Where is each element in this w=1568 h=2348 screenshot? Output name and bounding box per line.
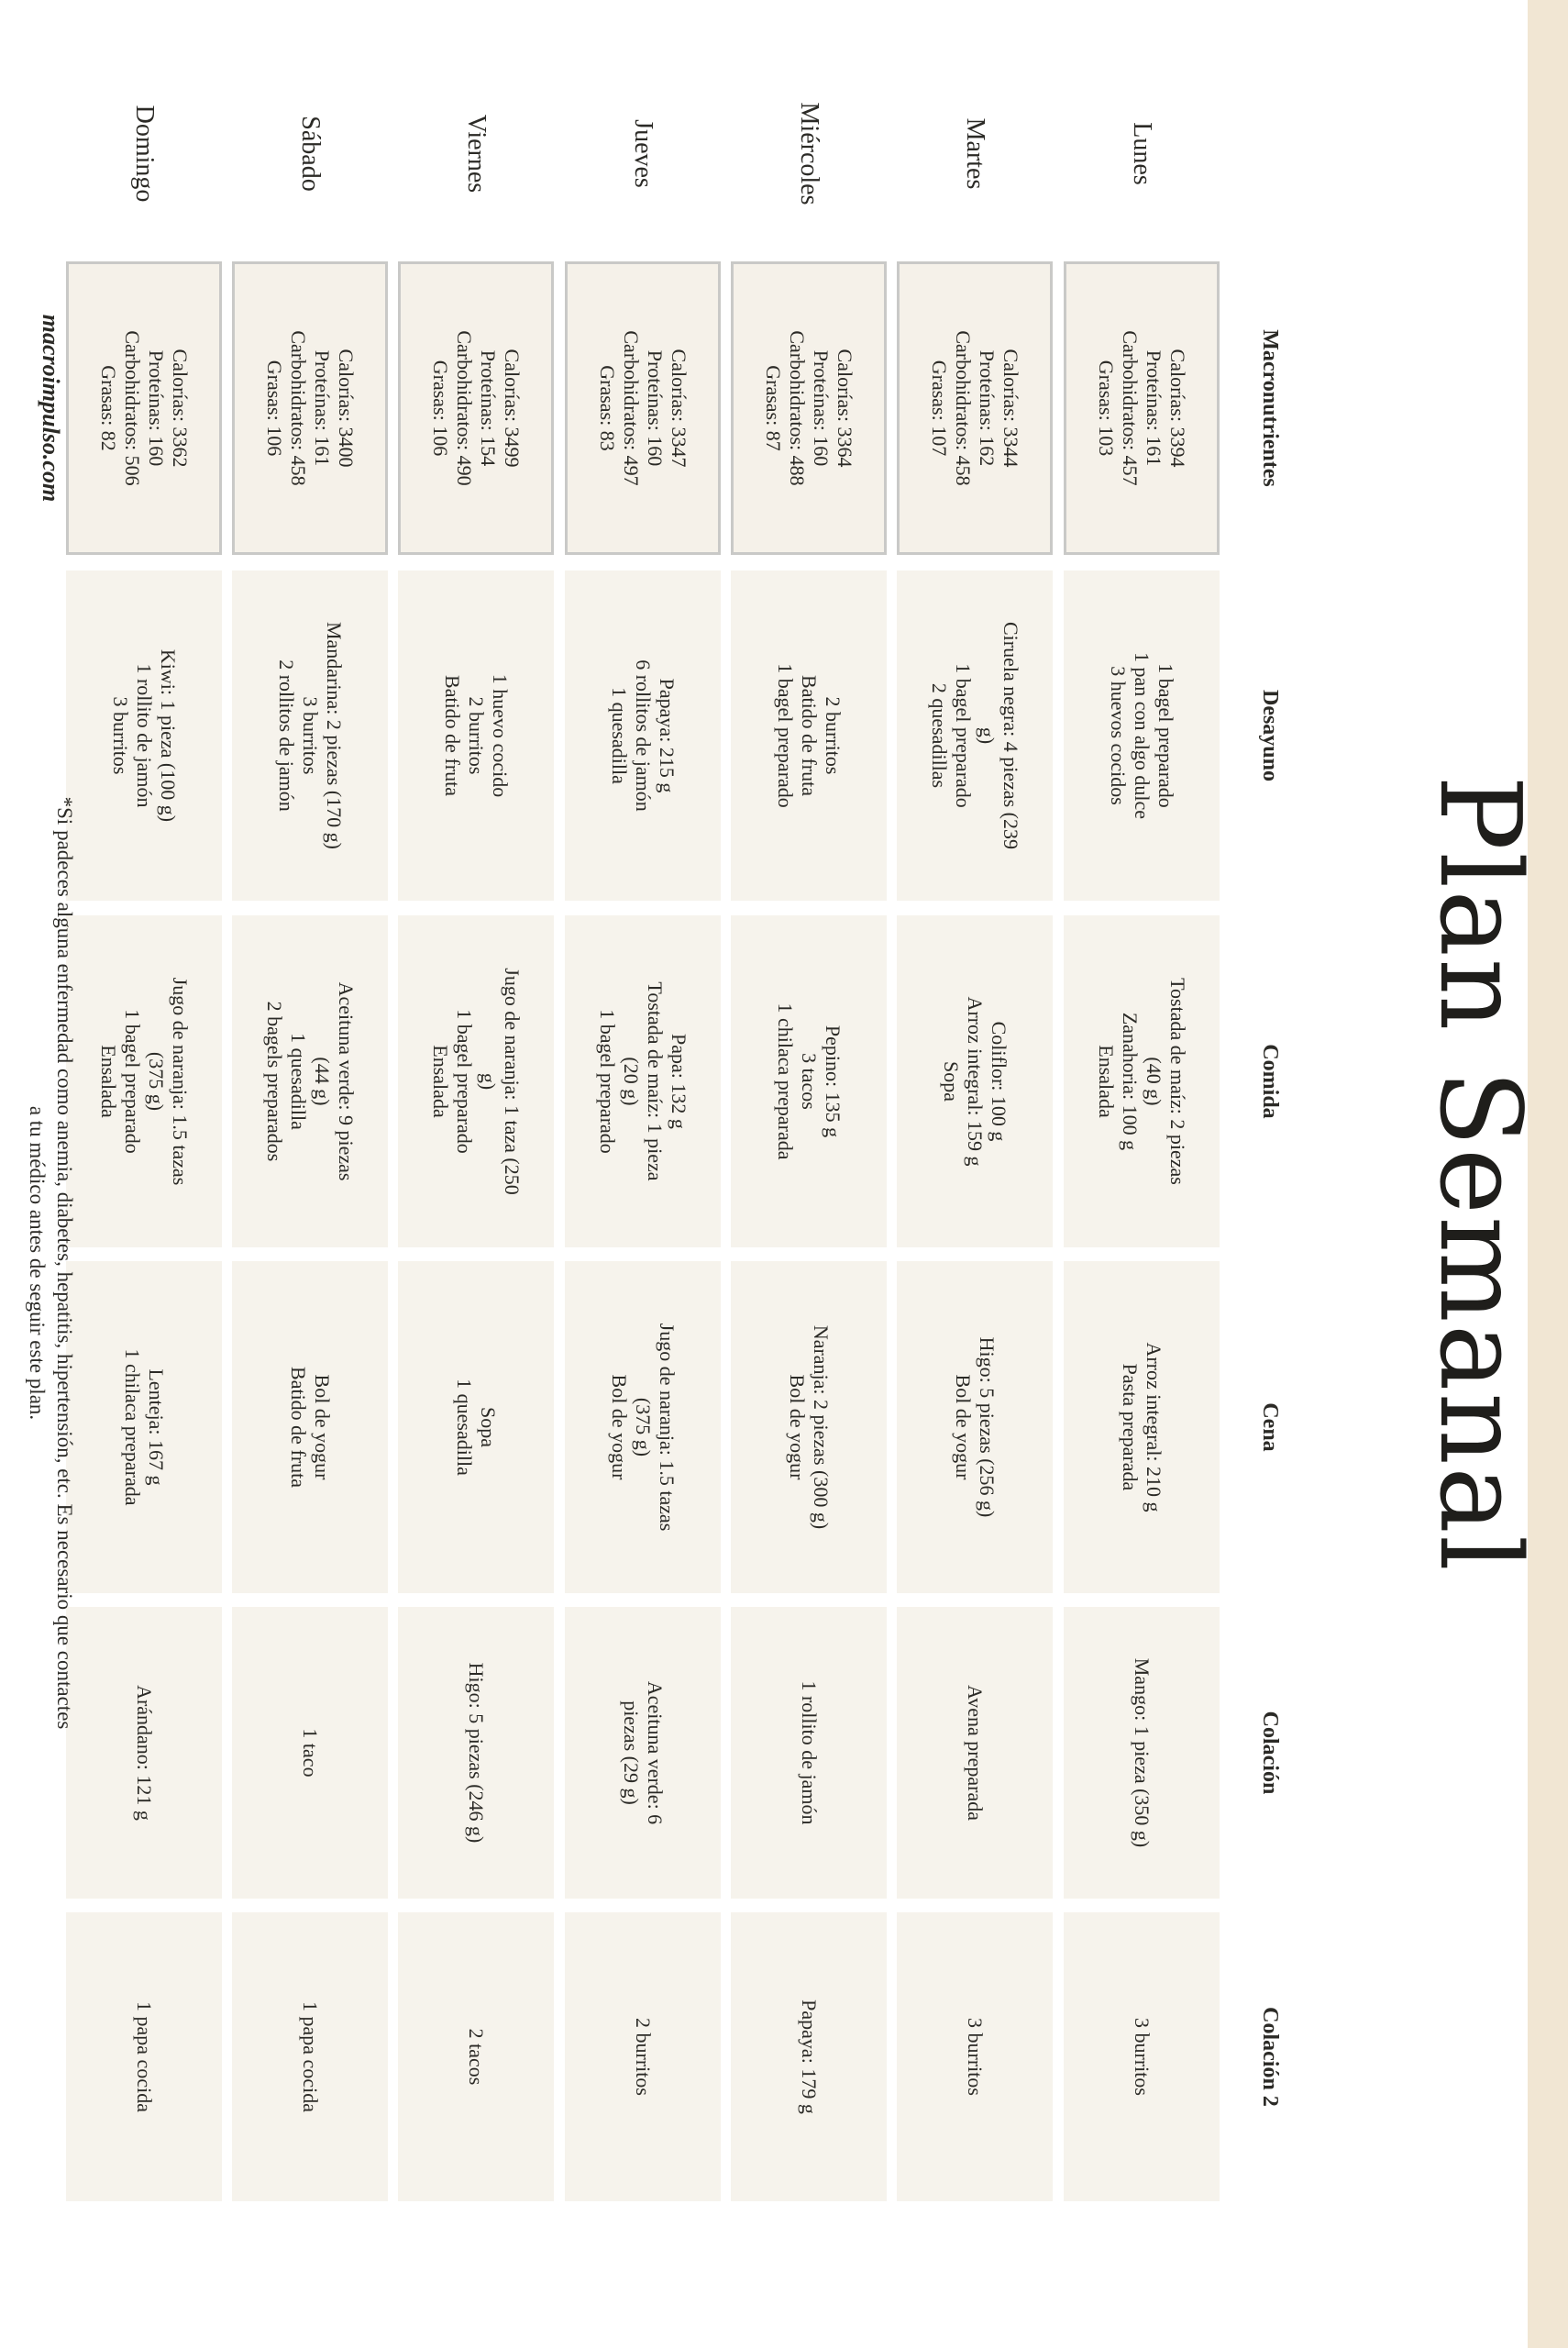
cell-line: Proteínas: 160 xyxy=(644,349,667,467)
cell-line: 3 huevos cocidos xyxy=(1107,666,1130,805)
cell-line: 3 burritos xyxy=(1131,2018,1154,2096)
cell-line: Lenteja: 167 g xyxy=(145,1368,168,1486)
cell-line: Proteínas: 154 xyxy=(477,349,500,467)
cell-line: Grasas: 87 xyxy=(762,365,785,451)
cell-line: 3 burritos xyxy=(109,696,132,775)
cell-line: 1 bagel preparado xyxy=(774,663,797,808)
cell-line: 6 rollitos de jamón xyxy=(632,659,655,812)
cena-cell xyxy=(232,1261,388,1593)
desayuno-cell xyxy=(398,570,554,901)
cell-line: Kiwi: 1 pieza (100 g) xyxy=(157,648,180,823)
cell-line: Higo: 5 piezas (256 g) xyxy=(976,1336,999,1518)
macros-cell xyxy=(232,261,388,555)
cell-line: 1 rollito de jamón xyxy=(133,663,156,808)
desayuno-cell xyxy=(232,570,388,901)
day-label: Sábado xyxy=(296,116,325,192)
footnote-line: *Si padeces alguna enfermedad como anemia, diabetes, hepatitis, hipertensión, etc. Es necesario que contactes xyxy=(53,796,76,1730)
cell-line: Grasas: 103 xyxy=(1095,360,1118,457)
cell-line: Calorías: 3364 xyxy=(834,349,856,468)
cell-line: 1 taco xyxy=(299,1728,322,1778)
desayuno-cell xyxy=(1064,570,1220,901)
cell-line: Grasas: 82 xyxy=(97,365,120,451)
cell-line: Grasas: 106 xyxy=(263,360,286,457)
table-row xyxy=(398,0,554,2348)
desayuno-cell xyxy=(565,570,721,901)
colacion-2-cell xyxy=(1064,1912,1220,2201)
colacion-2-cell xyxy=(66,1912,222,2201)
macros-cell xyxy=(66,261,222,555)
cell-line: Ciruela negra: 4 piezas (239 xyxy=(999,621,1022,849)
cell-line: 2 bagels preparados xyxy=(263,1001,286,1162)
cell-line: Bol de yogur xyxy=(952,1374,975,1480)
colacion-2-cell xyxy=(731,1912,887,2201)
cell-line: Carbohidratos: 488 xyxy=(786,330,809,486)
comida-cell xyxy=(731,915,887,1247)
colacion-cell xyxy=(565,1607,721,1899)
cell-line: Sopa xyxy=(940,1061,963,1102)
cell-line: Proteínas: 161 xyxy=(311,349,334,467)
cell-line: Jugo de naranja: 1 taza (250 xyxy=(501,968,524,1195)
cell-line: Batido de fruta xyxy=(287,1367,310,1488)
comida-cell xyxy=(565,915,721,1247)
cell-line: 1 papa cocida xyxy=(133,2001,156,2112)
cell-line: Carbohidratos: 497 xyxy=(620,330,643,486)
day-label: Domingo xyxy=(130,105,159,203)
macros-cell xyxy=(398,261,554,555)
cell-line: 1 pan con algo dulce xyxy=(1131,651,1154,820)
cell-line: piezas (29 g) xyxy=(620,1700,643,1805)
cell-line: Proteínas: 160 xyxy=(810,349,833,467)
cell-line: Bol de yogur xyxy=(311,1374,334,1480)
cell-line: Pasta preparada xyxy=(1119,1363,1142,1491)
macros-cell xyxy=(565,261,721,555)
cell-line: Papa: 132 g xyxy=(668,1034,690,1129)
colacion-2-cell xyxy=(232,1912,388,2201)
cell-line: 3 tacos xyxy=(798,1053,821,1110)
cena-cell xyxy=(66,1261,222,1593)
cell-line: (375 g) xyxy=(632,1397,655,1457)
cell-line: Higo: 5 piezas (246 g) xyxy=(465,1662,488,1844)
cell-line: Proteínas: 161 xyxy=(1143,349,1165,467)
cell-line: 1 chilaca preparada xyxy=(774,1002,797,1160)
column-headers xyxy=(1245,0,1282,2348)
cell-line: 2 quesadillas xyxy=(928,682,951,789)
day-label: Jueves xyxy=(629,119,657,188)
cell-line: 2 burritos xyxy=(632,2018,655,2096)
cell-line: 1 papa cocida xyxy=(299,2001,322,2112)
desayuno-cell xyxy=(66,570,222,901)
cell-line: Batido de fruta xyxy=(798,675,821,796)
colacion-cell xyxy=(731,1607,887,1899)
cell-line: Jugo de naranja: 1.5 tazas xyxy=(656,1323,679,1532)
cell-line: Calorías: 3347 xyxy=(668,349,690,468)
cell-line: Jugo de naranja: 1.5 tazas xyxy=(169,977,192,1186)
comida-cell xyxy=(398,915,554,1247)
cell-line: Papaya: 215 g xyxy=(656,678,679,793)
cell-line: Avena preparada xyxy=(964,1685,987,1821)
cell-line: (20 g) xyxy=(620,1057,643,1106)
cell-line: 2 tacos xyxy=(465,2028,488,2086)
cell-line: Aceituna verde: 6 xyxy=(644,1680,667,1825)
cell-line: Carbohidratos: 458 xyxy=(287,330,310,486)
cell-line: Carbohidratos: 490 xyxy=(453,330,476,486)
brand-footer: macroimpulso.com xyxy=(38,314,64,503)
comida-cell xyxy=(1064,915,1220,1247)
cell-line: 1 quesadilla xyxy=(608,687,631,784)
cena-cell xyxy=(731,1261,887,1593)
day-label: Miércoles xyxy=(795,102,823,205)
cell-line: Carbohidratos: 457 xyxy=(1119,330,1142,486)
cell-line: Grasas: 106 xyxy=(429,360,452,457)
cell-line: Aceituna verde: 9 piezas xyxy=(335,981,358,1181)
table-row xyxy=(565,0,721,2348)
header-cena: Cena xyxy=(1258,1402,1282,1452)
day-label: Viernes xyxy=(462,114,491,194)
cell-line: Ensalada xyxy=(429,1045,452,1118)
colacion-cell xyxy=(66,1607,222,1899)
cell-line: Bol de yogur xyxy=(608,1374,631,1480)
table-row xyxy=(731,0,887,2348)
cell-line: Carbohidratos: 458 xyxy=(952,330,975,486)
cell-line: 1 bagel preparado xyxy=(453,1009,476,1154)
cell-line: Proteínas: 160 xyxy=(145,349,168,467)
desayuno-cell xyxy=(897,570,1053,901)
header-comida: Comida xyxy=(1258,1044,1282,1119)
cell-line: Calorías: 3362 xyxy=(169,349,192,468)
day-label: Martes xyxy=(961,117,989,190)
colacion-cell xyxy=(232,1607,388,1899)
cell-line: 3 burritos xyxy=(964,2018,987,2096)
cell-line: Tostada de maíz: 1 pieza xyxy=(644,981,667,1181)
cell-line: Arándano: 121 g xyxy=(133,1685,156,1821)
table-row xyxy=(66,0,222,2348)
cell-line: Tostada de maíz: 2 piezas xyxy=(1166,978,1189,1185)
cell-line: Arroz integral: 159 g xyxy=(964,996,987,1167)
cell-line: Grasas: 83 xyxy=(596,365,619,451)
colacion-2-cell xyxy=(897,1912,1053,2201)
comida-cell xyxy=(897,915,1053,1247)
macros-cell xyxy=(897,261,1053,555)
cell-line: 2 burritos xyxy=(822,696,845,775)
header-macronutrientes: Macronutrientes xyxy=(1258,329,1282,487)
colacion-cell xyxy=(398,1607,554,1899)
cell-line: Calorías: 3344 xyxy=(999,349,1022,468)
colacion-2-cell xyxy=(565,1912,721,2201)
colacion-cell xyxy=(1064,1607,1220,1899)
cell-line: 1 bagel preparado xyxy=(1154,663,1177,808)
cell-line: 1 chilaca preparada xyxy=(121,1348,144,1506)
cell-line: 1 quesadilla xyxy=(453,1379,476,1476)
page-title: Plan Semanal xyxy=(1415,775,1545,1573)
cell-line: 2 rollitos de jamón xyxy=(275,659,298,812)
cell-line: Mango: 1 pieza (350 g) xyxy=(1131,1657,1154,1848)
cell-line: 1 rollito de jamón xyxy=(798,1680,821,1825)
comida-cell xyxy=(66,915,222,1247)
cell-line: Sopa xyxy=(477,1407,500,1447)
cell-line: Batido de fruta xyxy=(441,675,464,796)
cell-line: (375 g) xyxy=(145,1051,168,1112)
cell-line: 1 huevo cocido xyxy=(489,673,512,798)
cena-cell xyxy=(398,1261,554,1593)
header-colacion-2: Colación 2 xyxy=(1258,2007,1282,2107)
cell-line: g) xyxy=(477,1072,500,1091)
cell-line: 1 bagel preparado xyxy=(596,1009,619,1154)
cell-line: 1 bagel preparado xyxy=(952,663,975,808)
cell-line: Ensalada xyxy=(97,1045,120,1118)
cell-line: 1 quesadilla xyxy=(287,1033,310,1130)
desayuno-cell xyxy=(731,570,887,901)
header-colacion: Colación xyxy=(1258,1711,1282,1795)
cena-cell xyxy=(565,1261,721,1593)
cell-line: Papaya: 179 g xyxy=(798,1999,821,2114)
colacion-2-cell xyxy=(398,1912,554,2201)
cell-line: 2 burritos xyxy=(465,696,488,775)
table-row xyxy=(897,0,1053,2348)
table-row xyxy=(232,0,388,2348)
macros-cell xyxy=(731,261,887,555)
cell-line: Mandarina: 2 piezas (170 g) xyxy=(323,621,346,850)
cell-line: Calorías: 3394 xyxy=(1166,349,1189,468)
macros-cell xyxy=(1064,261,1220,555)
cell-line: Zanahoria: 100 g xyxy=(1119,1012,1142,1151)
cell-line: Calorías: 3400 xyxy=(335,349,358,468)
cell-line: g) xyxy=(976,726,999,745)
cell-line: Proteínas: 162 xyxy=(976,349,999,467)
header-desayuno: Desayuno xyxy=(1258,689,1282,782)
day-label: Lunes xyxy=(1128,122,1156,185)
cell-line: Carbohidratos: 506 xyxy=(121,330,144,486)
cell-line: 1 bagel preparado xyxy=(121,1009,144,1154)
footnote-line: a tu médico antes de seguir este plan. xyxy=(26,1105,49,1421)
colacion-cell xyxy=(897,1607,1053,1899)
cell-line: Pepino: 135 g xyxy=(822,1024,845,1138)
cena-cell xyxy=(1064,1261,1220,1593)
cell-line: Ensalada xyxy=(1095,1045,1118,1118)
cell-line: Calorías: 3499 xyxy=(501,349,524,468)
cell-line: Arroz integral: 210 g xyxy=(1143,1342,1165,1512)
footnote xyxy=(23,607,78,1919)
cell-line: Bol de yogur xyxy=(786,1374,809,1480)
cell-line: 3 burritos xyxy=(299,696,322,775)
table-row xyxy=(1064,0,1220,2348)
cell-line: Grasas: 107 xyxy=(928,360,951,457)
comida-cell xyxy=(232,915,388,1247)
cell-line: (40 g) xyxy=(1143,1057,1165,1106)
cena-cell xyxy=(897,1261,1053,1593)
cell-line: Coliflor: 100 g xyxy=(988,1021,1010,1142)
cell-line: (44 g) xyxy=(311,1057,334,1106)
cell-line: Naranja: 2 piezas (300 g) xyxy=(810,1324,833,1530)
